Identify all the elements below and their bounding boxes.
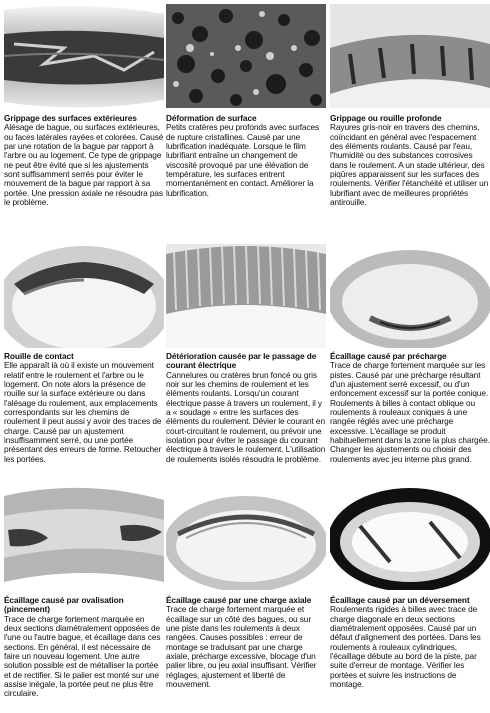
item-title: Écaillage causé par une charge axiale <box>166 595 312 605</box>
photo-surface-craters <box>166 4 326 108</box>
item-description: Cannelures ou cratères brun foncé ou gris noir sur les chemins de roulement et les éléments roulants. Lorsqu'un courant électrique passe à travers un roulement, il y a « soudage » entre les surfaces des éléments du roulement. Dévier le courant en court-circuitant le roulement, ou prévoir une isolation pour éviter le passage du courant électrique à travers le roulement. L'utilisation de roulements isolés résoudra le problème. <box>166 369 326 464</box>
photo-preload-spalling <box>330 244 490 348</box>
photo-electric-fluting <box>166 244 326 348</box>
item-title: Écaillage causé par précharge <box>330 351 447 361</box>
item-title: Rouille de contact <box>4 351 74 361</box>
photo-ring-scored-outer-surface <box>4 4 164 108</box>
item-title: Écaillage causé par ovalisation (pincement) <box>4 595 124 615</box>
photo-oval-pinch-spalling <box>4 486 164 590</box>
item-description: Petits cratères peu profonds avec surfaces de rupture cristallines. Causé par une lubrification inadéquate. Lorsque le film lubrifiant entraîne un changement de viscosité provoqué par une élévation de température, les surfaces entrent momentanément en contact. Améliorer la lubrification. <box>166 122 320 198</box>
item-title: Déformation de surface <box>166 113 257 123</box>
item-title: Grippage ou rouille profonde <box>330 113 442 123</box>
photo-deep-rust-raceway <box>330 4 490 108</box>
item-description: Trace de charge fortement marquée et écaillage sur un côté des bagues, ou sur une piste dans les roulements à deux rangées. Causes possibles : erreur de montage se traduisant par une charge axiale, précharge excessive, blocage d'un palier libre, ou jeu axial insuffisant. Vérifier réglages, ajustement et liberté de mouvement. <box>166 604 317 690</box>
item-description: Rayures gris-noir en travers des chemins, coïncidant en général avec l'espacement des éléments roulants. Causé par l'eau, l'humidité ou des substances corrosives dans le roulement. A un stade ultérieur, des piqûres apparaissent sur les surfaces des roulements. Vérifier l'étanchéité et utiliser un lubrifiant avec de meilleures propriétés antirouille. <box>330 122 489 208</box>
item-description: Alésage de bague, ou surfaces extérieures, ou faces latérales rayées et colorées. Causé par une rotation de la bague par rapport à l'arbre ou au logement. Ce type de grippage ne peut être évité que si les ajustements sont suffisamment serrés pour éviter le mouvement de la bague par rapport à sa portée. Une pression axiale ne résoudra pas le problème. <box>4 122 164 208</box>
item-title: Écaillage causé par un déversement <box>330 595 470 605</box>
item-description: Trace de charge fortement marquée en deux sections diamétralement opposées de l'une ou l'autre bague, et écaillage dans ces sections. En général, il est nécessaire de faire un nouveau logement. Une autre solution possible est de métalliser la portée et de rectifier. Si le palier est monté sur une assise inégale, la portée peut ne plus être circulaire. <box>4 613 161 699</box>
item-description: Trace de charge fortement marquée sur les pistes. Causé par une précharge résultant d'un ajustement serré excessif, ou d'un enfoncement excessif sur la portée conique. Roulements à billes à contact oblique ou roulements à rouleaux coniques à une rangée réglés avec une précharge excessive. L'écaillage se produit habituellement dans la zone la plus chargée. Changer les ajustements ou choisir des roulements avec jeu interne plus grand. <box>330 360 490 464</box>
item-description: Elle apparaît là où il existe un mouvement relatif entre le roulement et l'arbre ou le logement. On note alors la présence de rouille sur la surface extérieure ou dans l'alésage du roulement, aux emplacements correspondants sur les chemins de roulement il peut aussi y avoir des traces de charge. Causé par un ajustement insuffisamment serré, ou une portée présentant des erreurs de forme. Retoucher les portées. <box>4 360 162 464</box>
item-title: Grippage des surfaces extérieures <box>4 113 137 123</box>
item-description: Roulements rigides à billes avec trace de charge diagonale en deux sections diamétralement opposées. Causé par un défaut d'alignement des portées. Dans les roulements à rouleaux cylindriques, l'écaillage débute au bord de la piste, par suite d'erreur de montage. Vérifier les portées et suivre les instructions de montage. <box>330 604 481 690</box>
photo-misalignment-spalling <box>330 486 490 590</box>
photo-axial-load-spalling <box>166 486 326 590</box>
item-title: Détérioration causée par le passage de courant électrique <box>166 351 317 371</box>
photo-fretting-rust-ring <box>4 244 164 348</box>
